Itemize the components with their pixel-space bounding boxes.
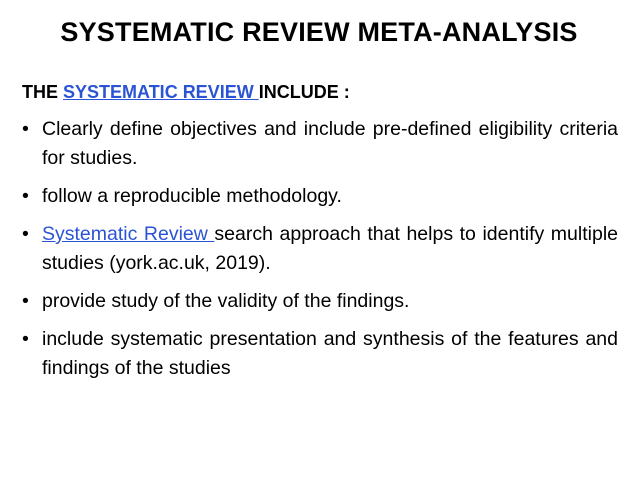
bullet-item-methodology [22, 182, 618, 211]
bullet-icon: • [22, 185, 29, 207]
systematic-review-link[interactable]: SYSTEMATIC REVIEW [63, 82, 259, 102]
bullet-text: provide study of the validity of the findings. [42, 290, 410, 312]
bullet-item-validity [22, 287, 618, 316]
slide-title: SYSTEMATIC REVIEW META-ANALYSIS [60, 17, 578, 47]
bullet-icon: • [22, 328, 29, 350]
section-heading [22, 79, 350, 105]
section-heading-suffix: INCLUDE : [258, 82, 350, 102]
bullet-item-objectives [22, 115, 618, 173]
systematic-review-inline-link[interactable]: Systematic Review [42, 223, 215, 245]
bullet-item-synthesis [22, 325, 618, 383]
bullet-item-search-approach [22, 220, 618, 278]
bullet-text: include systematic presentation and synthesis of the features and findings of the studies [42, 328, 618, 379]
bullet-icon: • [22, 118, 29, 140]
bullet-text: Clearly define objectives and include pre-defined eligibility criteria for studies. [42, 118, 618, 169]
bullet-list [22, 115, 618, 392]
bullet-text: search approach that helps to identify multiple studies (york.ac.uk, 2019). [42, 223, 618, 274]
bullet-text: follow a reproducible methodology. [42, 185, 342, 207]
section-heading-prefix: THE [22, 82, 64, 102]
bullet-icon: • [22, 223, 29, 245]
bullet-icon: • [22, 290, 29, 312]
